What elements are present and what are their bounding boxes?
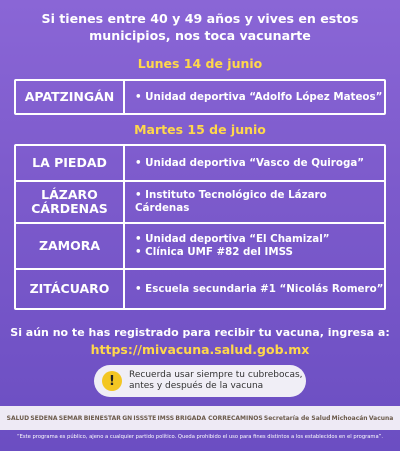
- logo-gn: GN: [122, 414, 133, 422]
- municipality-label: ZITÁCUARO: [29, 281, 110, 296]
- site-list: [125, 270, 384, 308]
- municipality-name: [16, 224, 125, 268]
- mask-reminder: [94, 365, 306, 397]
- municipality-name: [16, 182, 125, 222]
- municipality-row: [14, 144, 386, 182]
- headline-line-2: municipios, nos toca vacunarte: [89, 28, 311, 43]
- reminder-line: Recuerda usar siempre tu cubrebocas,: [129, 370, 303, 380]
- municipality-label: ZAMORA: [38, 238, 101, 253]
- municipality-row: [14, 268, 386, 310]
- register-link[interactable]: https://mivacuna.salud.gob.mx: [90, 342, 310, 357]
- municipality-row: [14, 222, 386, 270]
- logo-issste: ISSSTE: [133, 414, 157, 422]
- logo-salud: SALUD: [6, 414, 30, 422]
- municipality-label: LÁZARO: [41, 187, 98, 202]
- municipality-row: [14, 180, 386, 224]
- logo-secretaria-salud: Secretaría de Salud: [263, 414, 331, 422]
- site-list: [125, 224, 384, 268]
- municipality-name: [16, 146, 125, 180]
- municipality-row: [14, 79, 386, 115]
- site-item: • Escuela secundaria #1 “Nicolás Romero”: [135, 283, 384, 296]
- municipality-name: [16, 270, 125, 308]
- headline-line-1: Si tienes entre 40 y 49 años y vives en estos: [41, 11, 359, 26]
- site-list: [125, 146, 384, 180]
- site-list: [125, 81, 384, 113]
- municipality-name: [16, 81, 125, 113]
- reminder-text: [129, 370, 303, 392]
- logo-sedena: SEDENA: [30, 414, 58, 422]
- site-item: • Unidad deportiva “Adolfo López Mateos”: [135, 91, 384, 104]
- site-item: • Unidad deportiva “El Chamizal”: [135, 233, 384, 246]
- logo-semar: SEMAR: [58, 414, 83, 422]
- headline: [0, 10, 400, 44]
- municipality-label: APATZINGÁN: [24, 89, 115, 104]
- logo-michoacan: Michoacán: [331, 414, 368, 422]
- day-label-monday: Lunes 14 de junio: [137, 56, 263, 71]
- logo-vacuna: Vacuna: [368, 414, 394, 422]
- logo-brigada: BRIGADA CORRECAMINOS: [175, 414, 263, 422]
- sponsor-logos: [0, 406, 400, 430]
- legal-footer: “Este programa es público, ajeno a cualquier partido político. Queda prohibido el uso para fines distintos a los establecidos en el programa”.: [16, 434, 384, 440]
- site-item: • Clínica UMF #82 del IMSS: [135, 246, 384, 259]
- logo-bienestar: BIENESTAR: [83, 414, 121, 422]
- site-item: • Unidad deportiva “Vasco de Quiroga”: [135, 157, 384, 170]
- reminder-line: antes y después de la vacuna: [129, 381, 264, 391]
- exclamation-icon: !: [102, 371, 122, 391]
- register-text: Si aún no te has registrado para recibir tu vacuna, ingresa a:: [10, 326, 390, 339]
- logo-imss: IMSS: [157, 414, 175, 422]
- municipality-label: LA PIEDAD: [32, 155, 107, 170]
- site-item: • Instituto Tecnológico de Lázaro Cárdenas: [135, 189, 384, 215]
- site-list: [125, 182, 384, 222]
- day-label-tuesday: Martes 15 de junio: [134, 122, 266, 137]
- municipality-label: CÁRDENAS: [31, 201, 108, 216]
